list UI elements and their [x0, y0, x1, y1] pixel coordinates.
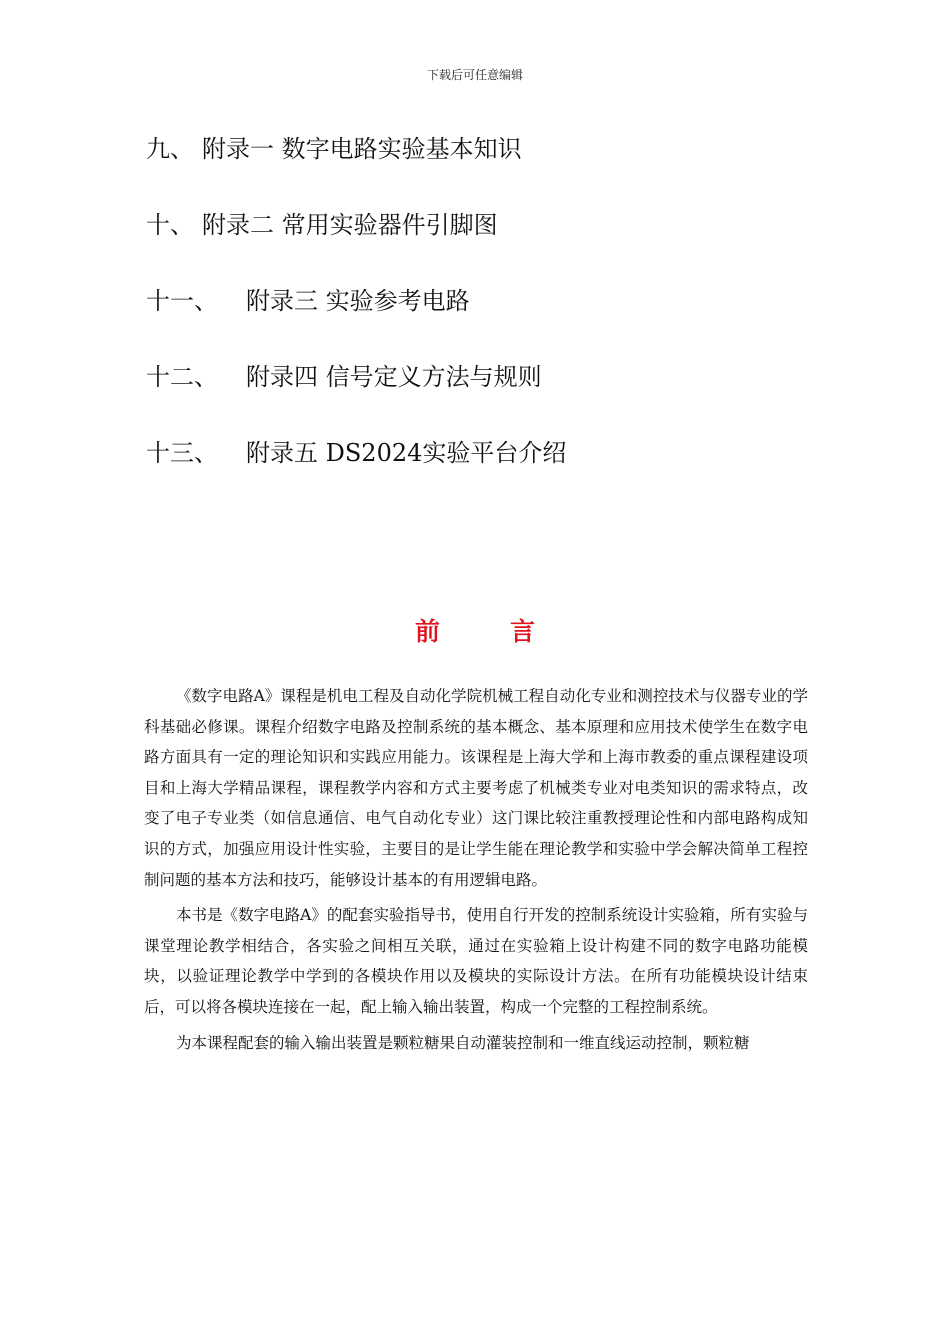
- preface-paragraph-2: 本书是《数字电路A》的配套实验指导书，使用自行开发的控制系统设计实验箱，所有实验与课堂理论教学相结合，各实验之间相互关联，通过在实验箱上设计构建不同的数字电路功能模块，以验证理论教学中学到的各模块作用以及模块的实际设计方法。在所有功能模块设计结束后，可以将各模块连接在一起，配上输入输出装置，构成一个完整的工程控制系统。: [144, 906, 808, 1016]
- preface-title-char-1: 前: [414, 617, 440, 646]
- toc-item-number: 十三、: [146, 439, 218, 467]
- toc-item-appendix-3[interactable]: [146, 284, 826, 360]
- preface-paragraph-3: 为本课程配套的输入输出装置是颗粒糖果自动灌装控制和一维直线运动控制，颗粒糖: [176, 1033, 750, 1052]
- toc-item-text: 附录二 常用实验器件引脚图: [202, 211, 498, 239]
- toc-item-appendix-1[interactable]: [146, 132, 826, 208]
- toc-item-number: 九、: [146, 135, 194, 163]
- toc-item-appendix-4[interactable]: [146, 360, 826, 436]
- toc-item-text: 附录三 实验参考电路: [246, 287, 470, 315]
- toc-item-text: 附录五 DS2024实验平台介绍: [246, 439, 567, 467]
- toc-item-number: 十二、: [146, 363, 218, 391]
- toc-item-text: 附录四 信号定义方法与规则: [246, 363, 542, 391]
- toc-item-appendix-2[interactable]: [146, 208, 826, 284]
- preface-body: [144, 681, 808, 1063]
- toc-item-number: 十一、: [146, 287, 218, 315]
- toc-item-number: 十、: [146, 211, 194, 239]
- toc-item-text: 附录一 数字电路实验基本知识: [202, 135, 522, 163]
- preface-title: [0, 612, 950, 648]
- preface-paragraph-1: 《数字电路A》课程是机电工程及自动化学院机械工程自动化专业和测控技术与仪器专业的学科基础必修课。课程介绍数字电路及控制系统的基本概念、基本原理和应用技术使学生在数字电路方面具有一定的理论知识和实践应用能力。该课程是上海大学和上海市教委的重点课程建设项目和上海大学精品课程，课程教学内容和方式主要考虑了机械类专业对电类知识的需求特点，改变了电子专业类（如信息通信、电气自动化专业）这门课比较注重教授理论性和内部电路构成知识的方式，加强应用设计性实验，主要目的是让学生能在理论教学和实验中学会解决简单工程控制问题的基本方法和技巧，能够设计基本的有用逻辑电路。: [144, 687, 808, 889]
- preface-title-char-2: 言: [510, 617, 536, 646]
- table-of-contents: [146, 132, 826, 512]
- toc-item-appendix-5[interactable]: [146, 436, 826, 512]
- page-header-note: 下载后可任意编辑: [426, 68, 523, 82]
